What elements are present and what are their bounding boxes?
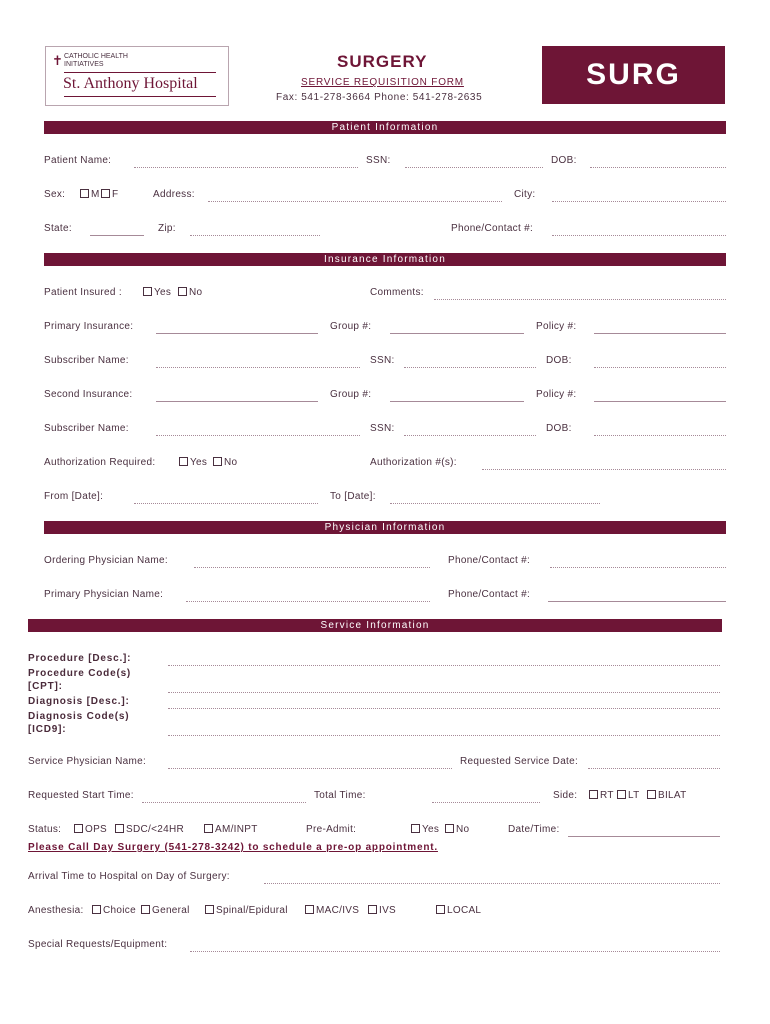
requested-date-label: Requested Service Date: bbox=[460, 756, 579, 767]
procedure-codes-label: Procedure Code(s) bbox=[28, 668, 132, 679]
anesthesia-spinal-option[interactable] bbox=[205, 905, 288, 916]
primary-insurance-label: Primary Insurance: bbox=[44, 321, 134, 332]
from-date-label: From [Date]: bbox=[44, 491, 104, 502]
checkbox-icon bbox=[101, 189, 110, 198]
form-title: SURGERY bbox=[337, 52, 428, 71]
subscriber-name-label: Subscriber Name: bbox=[44, 355, 129, 366]
second-subscriber-dob-field[interactable] bbox=[594, 435, 726, 436]
second-group-field[interactable] bbox=[390, 401, 524, 402]
from-date-field[interactable] bbox=[134, 503, 318, 504]
service-physician-label: Service Physician Name: bbox=[28, 756, 147, 767]
anesthesia-spinal-label: Spinal/Epidural bbox=[216, 905, 288, 916]
status-ops-label: OPS bbox=[85, 824, 108, 835]
diagnosis-codes-field[interactable] bbox=[168, 735, 720, 736]
second-subscriber-name-field[interactable] bbox=[156, 435, 360, 436]
special-requests-field[interactable] bbox=[190, 951, 720, 952]
sex-female-option[interactable] bbox=[101, 189, 118, 200]
patient-phone-field[interactable] bbox=[552, 235, 726, 236]
city-field[interactable] bbox=[552, 201, 726, 202]
zip-label: Zip: bbox=[158, 223, 176, 234]
arrival-time-label: Arrival Time to Hospital on Day of Surgery: bbox=[28, 871, 230, 882]
cross-icon: ✝ bbox=[52, 53, 63, 68]
ordering-phone-field[interactable] bbox=[550, 567, 726, 568]
sex-female-label: F bbox=[112, 189, 119, 200]
side-bilat-label: BILAT bbox=[658, 790, 687, 801]
checkbox-icon bbox=[115, 824, 124, 833]
procedure-codes-field[interactable] bbox=[168, 692, 720, 693]
auth-required-label: Authorization Required: bbox=[44, 457, 156, 468]
anesthesia-choice-option[interactable] bbox=[92, 905, 136, 916]
second-subscriber-ssn-label: SSN: bbox=[370, 423, 395, 434]
second-insurance-field[interactable] bbox=[156, 401, 318, 402]
patient-dob-field[interactable] bbox=[590, 167, 726, 168]
primary-policy-label: Policy #: bbox=[536, 321, 577, 332]
subscriber-ssn-field[interactable] bbox=[404, 367, 536, 368]
service-info-header: Service Information bbox=[28, 619, 722, 632]
patient-phone-label: Phone/Contact #: bbox=[451, 223, 534, 234]
datetime-label: Date/Time: bbox=[508, 824, 560, 835]
auth-no-label: No bbox=[224, 457, 238, 468]
checkbox-icon bbox=[204, 824, 213, 833]
subscriber-name-field[interactable] bbox=[156, 367, 360, 368]
patient-info-header: Patient Information bbox=[44, 121, 726, 134]
hospital-name: St. Anthony Hospital bbox=[63, 75, 198, 92]
side-rt-label: RT bbox=[600, 790, 614, 801]
status-label: Status: bbox=[28, 824, 62, 835]
procedure-desc-label: Procedure [Desc.]: bbox=[28, 653, 132, 664]
anesthesia-ivs-label: IVS bbox=[379, 905, 397, 916]
primary-insurance-field[interactable] bbox=[156, 333, 318, 334]
address-label: Address: bbox=[153, 189, 195, 200]
sex-label: Sex: bbox=[44, 189, 66, 200]
patient-insured-label: Patient Insured : bbox=[44, 287, 122, 298]
header-contact: Fax: 541-278-3664 Phone: 541-278-2635 bbox=[276, 92, 483, 103]
pre-admit-no-label: No bbox=[456, 824, 470, 835]
primary-physician-label: Primary Physician Name: bbox=[44, 589, 164, 600]
diagnosis-desc-label: Diagnosis [Desc.]: bbox=[28, 696, 130, 707]
cpt-label: [CPT]: bbox=[28, 681, 63, 692]
patient-name-field[interactable] bbox=[134, 167, 358, 168]
anesthesia-local-label: LOCAL bbox=[447, 905, 482, 916]
diagnosis-desc-field[interactable] bbox=[168, 708, 720, 709]
anesthesia-ivs-option[interactable] bbox=[368, 905, 396, 916]
status-sdc-option[interactable] bbox=[115, 824, 184, 835]
primary-group-field[interactable] bbox=[390, 333, 524, 334]
subscriber-dob-label: DOB: bbox=[546, 355, 572, 366]
second-policy-label: Policy #: bbox=[536, 389, 577, 400]
primary-phone-label: Phone/Contact #: bbox=[448, 589, 531, 600]
status-am-option[interactable] bbox=[204, 824, 258, 835]
second-subscriber-ssn-field[interactable] bbox=[404, 435, 536, 436]
checkbox-icon bbox=[205, 905, 214, 914]
logo-divider-bottom bbox=[64, 96, 216, 97]
checkbox-icon bbox=[445, 824, 454, 833]
subscriber-ssn-label: SSN: bbox=[370, 355, 395, 366]
insured-no-label: No bbox=[189, 287, 203, 298]
patient-ssn-field[interactable] bbox=[405, 167, 543, 168]
address-field[interactable] bbox=[208, 201, 502, 202]
arrival-time-field[interactable] bbox=[264, 883, 720, 884]
checkbox-icon bbox=[368, 905, 377, 914]
side-rt-option[interactable] bbox=[589, 790, 614, 801]
diagnosis-codes-label: Diagnosis Code(s) bbox=[28, 711, 130, 722]
state-label: State: bbox=[44, 223, 72, 234]
auth-numbers-label: Authorization #(s): bbox=[370, 457, 457, 468]
checkbox-icon bbox=[617, 790, 626, 799]
to-date-field[interactable] bbox=[390, 503, 600, 504]
auth-yes-option[interactable] bbox=[179, 457, 207, 468]
sex-male-label: M bbox=[91, 189, 100, 200]
insured-yes-option[interactable] bbox=[143, 287, 171, 298]
pre-op-notice: Please Call Day Surgery (541-278-3242) to schedule a pre-op appointment. bbox=[28, 842, 438, 853]
form-subtitle: SERVICE REQUISITION FORM bbox=[301, 77, 464, 88]
auth-numbers-field[interactable] bbox=[482, 469, 726, 470]
start-time-label: Requested Start Time: bbox=[28, 790, 134, 801]
side-lt-label: LT bbox=[628, 790, 640, 801]
anesthesia-general-option[interactable] bbox=[141, 905, 190, 916]
primary-physician-field[interactable] bbox=[186, 601, 430, 602]
checkbox-icon bbox=[92, 905, 101, 914]
status-sdc-label: SDC/<24HR bbox=[126, 824, 184, 835]
requested-date-field[interactable] bbox=[588, 768, 720, 769]
city-label: City: bbox=[514, 189, 536, 200]
form-code-badge: SURG bbox=[542, 46, 725, 104]
datetime-field[interactable] bbox=[568, 836, 720, 837]
side-bilat-option[interactable] bbox=[647, 790, 687, 801]
second-insurance-label: Second Insurance: bbox=[44, 389, 133, 400]
checkbox-icon bbox=[80, 189, 89, 198]
second-subscriber-dob-label: DOB: bbox=[546, 423, 572, 434]
sex-male-option[interactable] bbox=[80, 189, 100, 200]
zip-field[interactable] bbox=[190, 235, 320, 236]
status-ops-option[interactable] bbox=[74, 824, 107, 835]
primary-group-label: Group #: bbox=[330, 321, 372, 332]
ordering-phone-label: Phone/Contact #: bbox=[448, 555, 531, 566]
ordering-physician-label: Ordering Physician Name: bbox=[44, 555, 168, 566]
total-time-label: Total Time: bbox=[314, 790, 366, 801]
side-label: Side: bbox=[553, 790, 578, 801]
anesthesia-mac-label: MAC/IVS bbox=[316, 905, 360, 916]
checkbox-icon bbox=[143, 287, 152, 296]
insured-yes-label: Yes bbox=[154, 287, 172, 298]
org-line-1: CATHOLIC HEALTH bbox=[64, 53, 128, 60]
comments-label: Comments: bbox=[370, 287, 424, 298]
to-date-label: To [Date]: bbox=[330, 491, 376, 502]
service-physician-field[interactable] bbox=[168, 768, 452, 769]
checkbox-icon bbox=[305, 905, 314, 914]
side-lt-option[interactable] bbox=[617, 790, 640, 801]
icd9-label: [ICD9]: bbox=[28, 724, 67, 735]
primary-policy-field[interactable] bbox=[594, 333, 726, 334]
pre-admit-yes-label: Yes bbox=[422, 824, 440, 835]
insured-no-option[interactable] bbox=[178, 287, 202, 298]
checkbox-icon bbox=[179, 457, 188, 466]
second-subscriber-name-label: Subscriber Name: bbox=[44, 423, 129, 434]
state-field[interactable] bbox=[90, 235, 144, 236]
org-line-2: INITIATIVES bbox=[64, 61, 104, 68]
anesthesia-local-option[interactable] bbox=[436, 905, 481, 916]
pre-admit-label: Pre-Admit: bbox=[306, 824, 357, 835]
checkbox-icon bbox=[74, 824, 83, 833]
patient-dob-label: DOB: bbox=[551, 155, 577, 166]
auth-yes-label: Yes bbox=[190, 457, 208, 468]
checkbox-icon bbox=[589, 790, 598, 799]
special-requests-label: Special Requests/Equipment: bbox=[28, 939, 168, 950]
patient-ssn-label: SSN: bbox=[366, 155, 391, 166]
checkbox-icon bbox=[436, 905, 445, 914]
pre-admit-no-option[interactable] bbox=[445, 824, 469, 835]
checkbox-icon bbox=[647, 790, 656, 799]
physician-info-header: Physician Information bbox=[44, 521, 726, 534]
checkbox-icon bbox=[411, 824, 420, 833]
total-time-field[interactable] bbox=[432, 802, 540, 803]
insurance-info-header: Insurance Information bbox=[44, 253, 726, 266]
second-policy-field[interactable] bbox=[594, 401, 726, 402]
status-am-label: AM/INPT bbox=[215, 824, 258, 835]
anesthesia-general-label: General bbox=[152, 905, 190, 916]
logo-divider bbox=[64, 72, 216, 73]
anesthesia-label: Anesthesia: bbox=[28, 905, 84, 916]
anesthesia-mac-option[interactable] bbox=[305, 905, 359, 916]
ordering-physician-field[interactable] bbox=[194, 567, 430, 568]
checkbox-icon bbox=[141, 905, 150, 914]
start-time-field[interactable] bbox=[142, 802, 306, 803]
anesthesia-choice-label: Choice bbox=[103, 905, 136, 916]
subscriber-dob-field[interactable] bbox=[594, 367, 726, 368]
patient-name-label: Patient Name: bbox=[44, 155, 112, 166]
checkbox-icon bbox=[213, 457, 222, 466]
comments-field[interactable] bbox=[434, 299, 726, 300]
primary-phone-field[interactable] bbox=[548, 601, 726, 602]
pre-admit-yes-option[interactable] bbox=[411, 824, 439, 835]
checkbox-icon bbox=[178, 287, 187, 296]
hospital-logo bbox=[45, 46, 229, 106]
procedure-desc-field[interactable] bbox=[168, 665, 720, 666]
second-group-label: Group #: bbox=[330, 389, 372, 400]
auth-no-option[interactable] bbox=[213, 457, 237, 468]
